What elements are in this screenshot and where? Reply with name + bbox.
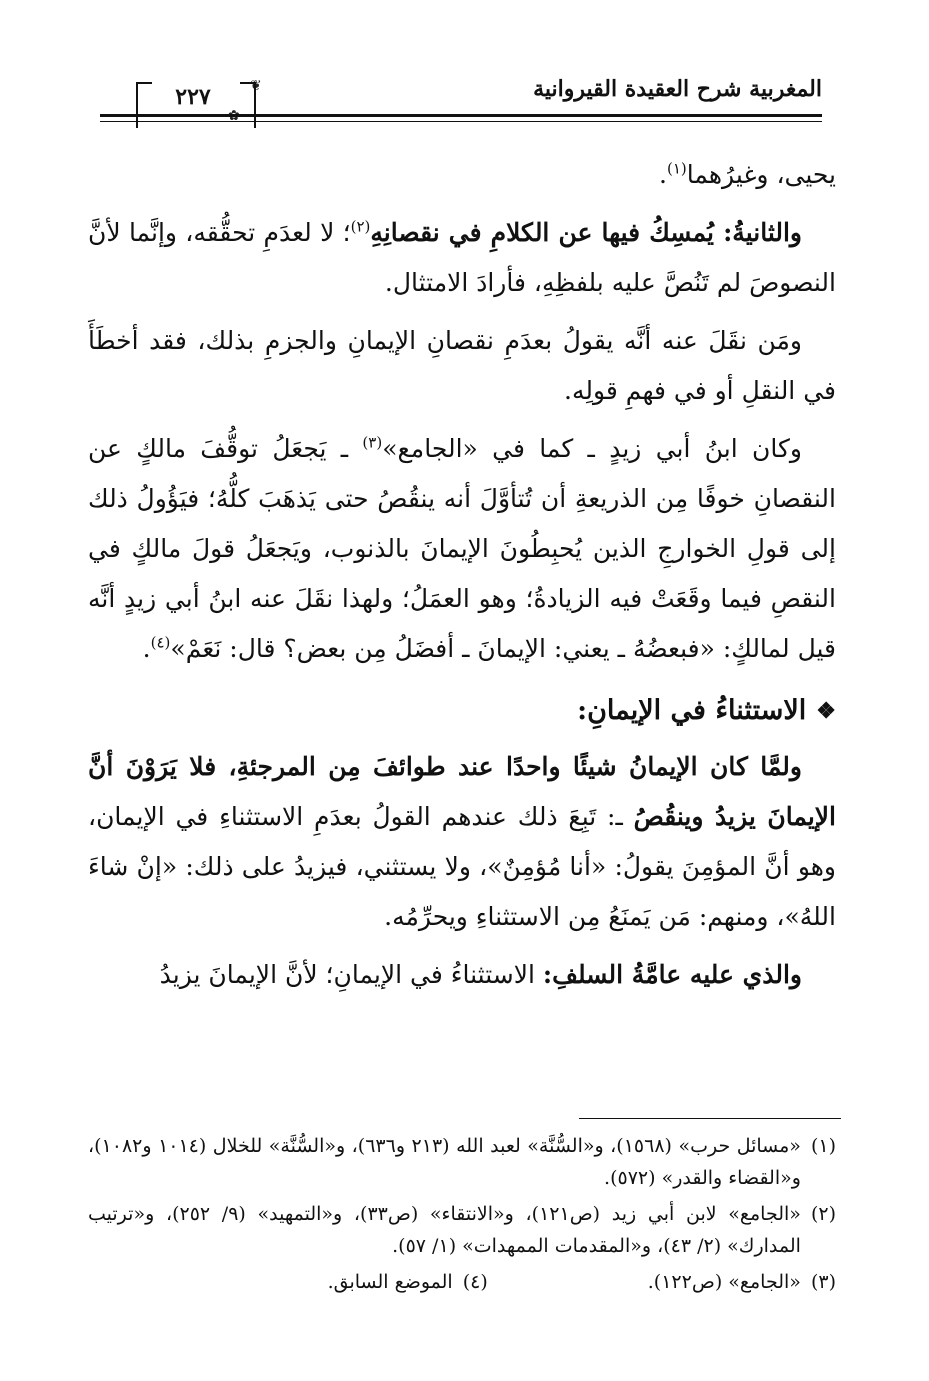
ornament-icon: ❖ xyxy=(816,698,836,724)
text: ولمَّا كان الإيمانُ شيئًا واحدًا عند طوائفَ مِن المرجئةِ، فلا يَرَوْنَ أنَّ الإيمانَ يزيدُ وينقُصُ xyxy=(88,752,837,831)
main-text xyxy=(88,150,836,1008)
text: الاستثناءُ في الإيمانِ؛ لأنَّ الإيمانَ يزيدُ xyxy=(159,960,543,989)
paragraph: ومَن نقَلَ عنه أنَّه يقولُ بعدَمِ نقصانِ الإيمانِ والجزمِ بذلك، فقد أخطَأَ في النقلِ أو في فهمِ قولِه. xyxy=(88,326,836,405)
footnote xyxy=(88,1198,836,1262)
header-ornament-icon: ❦ xyxy=(250,78,262,94)
text: . xyxy=(142,634,151,663)
paragraph xyxy=(88,742,836,942)
paragraph xyxy=(88,424,836,674)
footnote-text: «الجامع» (ص١٢٢). xyxy=(647,1271,801,1293)
paragraph-lead: والثانيةُ: xyxy=(723,218,802,247)
page-header xyxy=(100,60,822,130)
footnote-ref: (٣) xyxy=(362,433,383,452)
text: ؛ لا لعدَمِ تحقُّقه، وإنَّما لأنَّ النصوصَ لم تَنُصَّ عليه بلفظِهِ، فأرادَ الامتثال. xyxy=(88,218,836,297)
footnote-text: «مسائل حرب» (١٥٦٨)، و«السُّنَّة» لعبد الله (٢١٣ و٦٣٦)، و«السُّنَّة» للخلال (١٠١٤ و١٠٨٢)، و«القضاء والقدر» (٥٧٢). xyxy=(88,1135,801,1189)
footnote-number: (٢) xyxy=(810,1203,836,1225)
header-rule xyxy=(100,114,822,117)
text: . xyxy=(659,160,667,189)
heading-text: الاستثناءُ في الإيمانِ: xyxy=(577,695,807,726)
footnote xyxy=(648,1266,836,1298)
paragraph xyxy=(88,150,836,200)
footnote-text: الموضع السابق. xyxy=(327,1271,453,1293)
footnote-text: «الجامع» لابن أبي زيد (ص١٢١)، و«الانتقاء» (ص٣٣)، و«التمهيد» (٩/ ٢٥٢)، و«ترتيب المدارك» (٢/ ٤٣)، و«المقدمات الممهدات» (١/ ٥٧). xyxy=(88,1203,801,1257)
footnote-ref: (٢) xyxy=(350,217,371,236)
paragraph xyxy=(88,950,836,1000)
text: يُمسِكُ فيها عن الكلامِ في نقصانِهِ xyxy=(370,218,724,247)
text: يحيى، وغيرُهما xyxy=(686,160,836,189)
paragraph xyxy=(88,208,836,308)
footnotes xyxy=(88,1130,836,1302)
footnote-row xyxy=(88,1266,836,1302)
footnote-number: (٣) xyxy=(810,1271,836,1293)
footnote-number: (١) xyxy=(810,1135,836,1157)
paragraph-lead: والذي عليه عامَّةُ السلفِ: xyxy=(542,960,802,989)
footnote-separator xyxy=(579,1118,841,1119)
section-heading xyxy=(88,686,836,736)
header-rule-thin xyxy=(100,121,822,122)
footnote-number: (٤) xyxy=(462,1271,488,1293)
footnote xyxy=(88,1130,836,1194)
running-title: المغربية شرح العقيدة القيروانية xyxy=(533,76,822,102)
footnote-ref: (٤) xyxy=(150,633,171,652)
footnote-ref: (١) xyxy=(666,159,687,178)
text: ـ: تَبِعَ ذلك عندهم القولُ بعدَمِ الاستثناءِ في الإيمان، وهو أنَّ المؤمِنَ يقولُ: «أنا مُؤمِنٌ»، ولا يستثني، فيزيدُ على ذلك: «إنْ شاءَ اللهُ»، ومنهم: مَن يَمنَعُ مِن الاستثناءِ ويحرِّمُه. xyxy=(88,802,836,931)
page-number: ٢٢٧ xyxy=(175,84,211,110)
footnote xyxy=(328,1266,488,1298)
text: ـ يَجعَلُ توقُّفَ مالكٍ عن النقصانِ خوفًا مِن الذريعةِ أن تُتأوَّلَ أنه ينقُصُ حتى يَذهَبَ كلُّهُ؛ فيَؤُولُ ذلك إلى قولِ الخوارجِ الذين يُحبِطُونَ الإيمانَ بالذنوب، ويَجعَلُ قولَ مالكٍ في النقصِ فيما وقَعَتْ فيه الزيادةُ؛ وهو العمَلُ؛ ولهذا نقَلَ عنه ابنُ أبي زيدٍ أنَّه قيل لمالكٍ: «فبعضُهُ ـ يعني: الإيمانَ ـ أفضَلُ مِن بعض؟ قال: نَعَمْ» xyxy=(88,434,836,663)
text: وكان ابنُ أبي زيدٍ ـ كما في «الجامع» xyxy=(382,434,802,463)
